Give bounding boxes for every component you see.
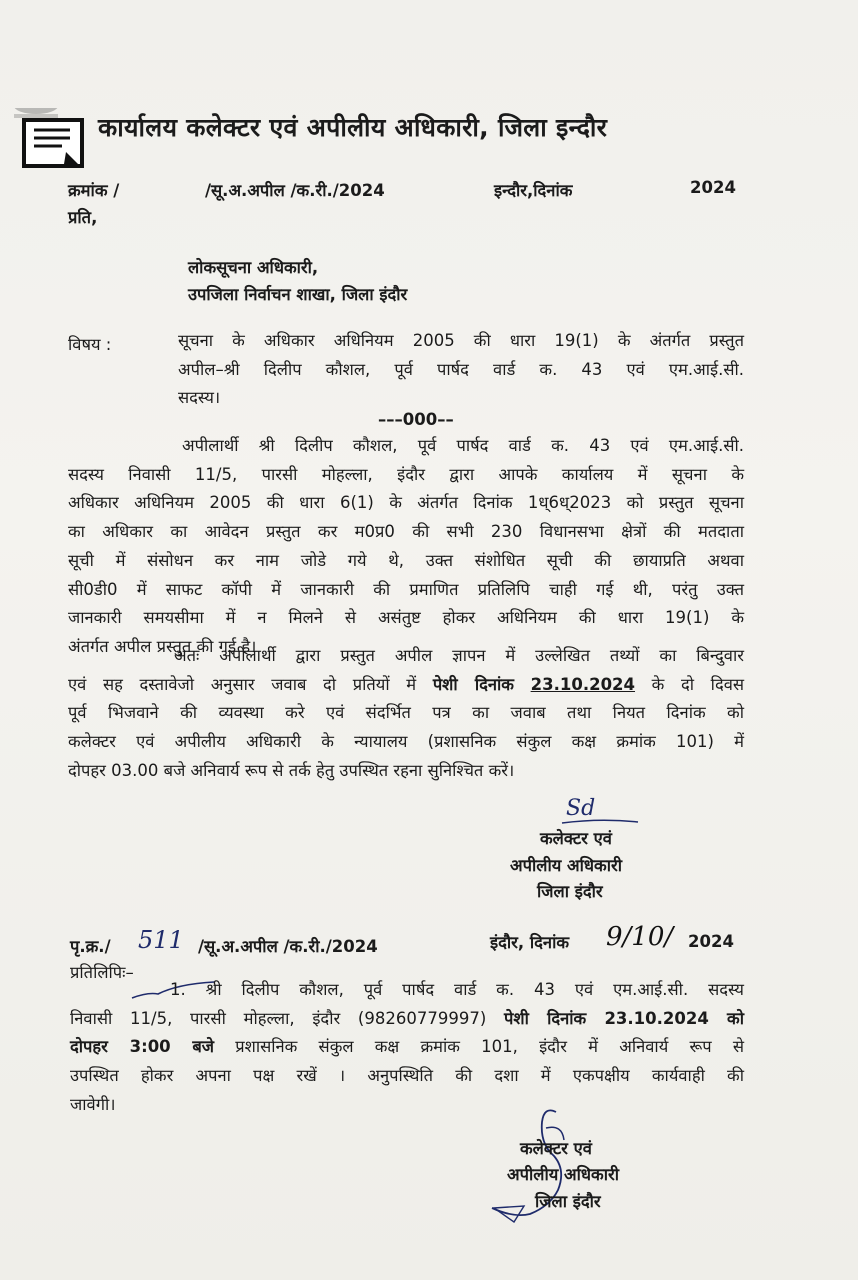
paragraph-line: अधिकार अधिनियम 2005 की धारा 6(1) के अंतर्गत दिनांक 1ध्6ध्2023 को प्रस्तुत सूचना: [68, 493, 744, 513]
body-paragraph-1: [68, 432, 744, 662]
subject-label: विषय :: [68, 335, 112, 354]
endorse-prefix: पृ.क्र./: [70, 937, 111, 956]
copy-line: 1. श्री दिलीप कौशल, पूर्व पार्षद वार्ड क. 43 एवं एम.आई.सी. सदस्य: [170, 980, 744, 999]
paragraph-line: अतः अपीलार्थी द्वारा प्रस्तुत अपील ज्ञापन में उल्लेखित तथ्यों का बिन्दुवार: [174, 646, 744, 665]
paragraph-line: दोपहर 03.00 बजे अनिवार्य रूप से तर्क हेतु उपस्थित रहना सुनिश्चित करें।: [68, 760, 515, 780]
paragraph-line: अपीलार्थी श्री दिलीप कौशल, पूर्व पार्षद वार्ड क. 43 एवं एम.आई.सी.: [182, 436, 744, 455]
endorse-number-handwritten: 511: [138, 926, 184, 954]
copy-item-1: [70, 976, 744, 1120]
hearing-date: 23.10.2024: [530, 674, 636, 694]
ref-prefix: क्रमांक /: [68, 181, 120, 200]
to-label: प्रति,: [68, 208, 98, 227]
subject-line: सूचना के अधिकार अधिनियम 2005 की धारा 19(1) के अंतर्गत प्रस्तुत: [178, 331, 744, 350]
signatory-2-line-3: जिला इंदौर: [535, 1192, 601, 1211]
signatory-1-line-1: कलेक्टर एवं: [540, 829, 612, 848]
addressee-line-1: लोकसूचना अधिकारी,: [188, 258, 319, 277]
endorse-ref: /सू.अ.अपील /क.री./2024: [198, 937, 378, 956]
addressee-line-2: उपजिला निर्वाचन शाखा, जिला इंदौर: [188, 285, 408, 304]
hearing-label: पेशी दिनांक: [432, 674, 514, 694]
signatory-2-line-2: अपीलीय अधिकारी: [507, 1165, 620, 1184]
copy-line: निवासी 11/5, पारसी मोहल्ला, इंदौर (98260779997) पेशी दिनांक 23.10.2024 को: [70, 1008, 744, 1028]
sd-mark: Sd: [566, 796, 596, 821]
paragraph-line: पूर्व भिजवाने की व्यवस्था करे एवं संदर्भित पत्र का जवाब तथा नियत दिनांक को: [68, 703, 744, 723]
sd-underline-icon: [560, 818, 640, 826]
copy-line: उपस्थित होकर अपना पक्ष रखें । अनुपस्थिति की दशा में एकपक्षीय कार्यवाही की: [70, 1066, 744, 1086]
copy-line: दोपहर 3:00 बजे प्रशासनिक संकुल कक्ष क्रमांक 101, इंदौर में अनिवार्य रूप से: [70, 1037, 744, 1057]
signatory-1-line-2: अपीलीय अधिकारी: [510, 856, 623, 875]
body-paragraph-2: [68, 642, 744, 786]
ref-city-date: इन्दौर,दिनांक: [494, 181, 573, 200]
copy-label: प्रतिलिपिः–: [70, 963, 134, 982]
signatory-1-line-3: जिला इंदौर: [537, 882, 603, 901]
paragraph-line: सी0डी0 में साफट कॉपी में जानकारी की प्रमाणित प्रतिलिपि चाही गई थी, परंतु उक्त: [68, 579, 744, 599]
paragraph-line: अंतर्गत अपील प्रस्तुत की गई है।: [68, 636, 257, 656]
endorse-city-date: इंदौर, दिनांक: [490, 933, 570, 952]
office-emblem-icon: [14, 108, 84, 170]
copy-line: जावेगी।: [70, 1094, 116, 1114]
endorse-date-handwritten: 9/10/: [606, 922, 674, 952]
office-title: कार्यालय कलेक्टर एवं अपीलीय अधिकारी, जिला इन्दौर: [98, 113, 608, 142]
paragraph-line: का अधिकार का आवेदन प्रस्तुत कर म0प्र0 की सभी 230 विधानसभा क्षेत्रों की मतदाता: [68, 522, 744, 542]
signatory-2-line-1: कलेक्टर एवं: [520, 1139, 592, 1158]
paragraph-line: जानकारी समयसीमा में न मिलने से असंतुष्ट होकर अधिनियम की धारा 19(1) के: [68, 608, 744, 628]
separator: –––000––: [378, 410, 454, 429]
subject-text: [178, 327, 744, 413]
subject-line: अपील–श्री दिलीप कौशल, पूर्व पार्षद वार्ड क. 43 एवं एम.आई.सी.: [178, 359, 744, 379]
subject-line: सदस्य।: [178, 388, 221, 408]
endorse-year: 2024: [688, 932, 734, 951]
paragraph-line: सदस्य निवासी 11/5, पारसी मोहल्ला, इंदौर द्वारा आपके कार्यालय में सूचना के: [68, 464, 744, 484]
ref-year: 2024: [690, 178, 736, 197]
paragraph-line-hearing: एवं सह दस्तावेजो अनुसार जवाब दो प्रतियों में पेशी दिनांक 23.10.2024 के दो दिवस: [68, 674, 745, 694]
ref-number: /सू.अ.अपील /क.री./2024: [205, 181, 385, 200]
paragraph-line: सूची में संसोधन कर नाम जोडे गये थे, उक्त संशोधित सूची की छायाप्रति अथवा: [68, 550, 744, 570]
paragraph-line: कलेक्टर एवं अपीलीय अधिकारी के न्यायालय (प्रशासनिक संकुल कक्ष क्रमांक 101) में: [68, 732, 744, 752]
